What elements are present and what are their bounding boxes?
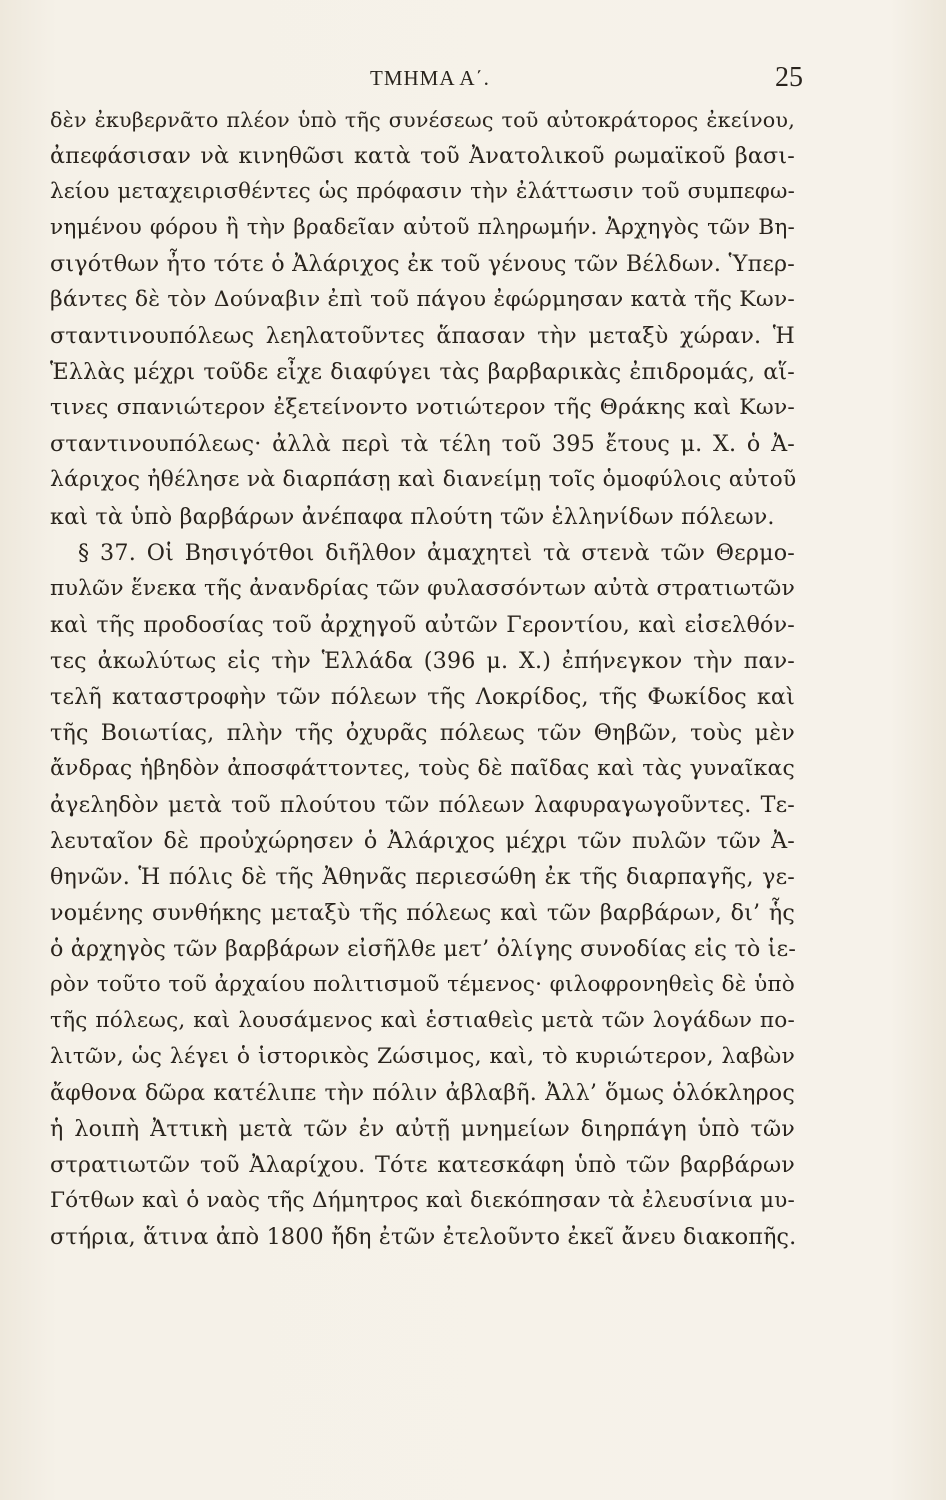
text-line: νομένης συνθήκης μεταξὺ τῆς πόλεως καὶ τῶν βαρβάρων, δι’ ἧς (50, 900, 795, 927)
text-line: σταντινουπόλεως· ἀλλὰ περὶ τὰ τέλη τοῦ 395 ἔτους μ. Χ. ὁ Ἀ- (50, 431, 795, 458)
text-line: ἡ λοιπὴ Ἀττικὴ μετὰ τῶν ἐν αὐτῇ μνημείων διηρπάγη ὑπὸ τῶν (50, 1116, 795, 1143)
text-line: τῆς πόλεως, καὶ λουσάμενος καὶ ἑστιαθεὶς μετὰ τῶν λογάδων πο- (50, 1008, 795, 1034)
text-line: τινες σπανιώτερον ἐξετείνοντο νοτιώτερον τῆς Θράκης καὶ Κων- (50, 395, 795, 421)
text-line: τῆς Βοιωτίας, πλὴν τῆς ὀχυρᾶς πόλεως τῶν Θηβῶν, τοὺς μὲν (50, 719, 795, 746)
body-text (50, 102, 795, 1256)
text-line: στήρια, ἅτινα ἀπὸ 1800 ἤδη ἐτῶν ἐτελοῦντο ἐκεῖ ἄνευ διακοπῆς. (50, 1224, 797, 1251)
text-line: ὁ ἀρχηγὸς τῶν βαρβάρων εἰσῆλθε μετ’ ὀλίγης συνοδίας εἰς τὸ ἱε- (50, 936, 797, 963)
text-line: βάντες δὲ τὸν Δούναβιν ἐπὶ τοῦ πάγου ἐφώρμησαν κατὰ τῆς Κων- (50, 287, 795, 313)
text-line: θηνῶν. Ἡ πόλις δὲ τῆς Ἀθηνᾶς περιεσώθη ἐκ τῆς διαρπαγῆς, γε- (50, 863, 795, 890)
text-line: ἄνδρας ἡβηδὸν ἀποσφάττοντες, τοὺς δὲ παῖδας καὶ τὰς γυναῖκας (50, 755, 795, 781)
text-line: πυλῶν ἕνεκα τῆς ἀνανδρίας τῶν φυλασσόντων αὐτὰ στρατιωτῶν (50, 575, 795, 601)
text-line: τες ἀκωλύτως εἰς τὴν Ἑλλάδα (396 μ. Χ.) ἐπήνεγκον τὴν παν- (50, 647, 795, 674)
text-line: Ἑλλὰς μέχρι τοῦδε εἶχε διαφύγει τὰς βαρβαρικὰς ἐπιδρομάς, αἵ- (50, 359, 795, 386)
text-line: σταντινουπόλεως λεηλατοῦντες ἅπασαν τὴν μεταξὺ χώραν. Ἡ (50, 323, 795, 350)
section-heading-line: § 37. Οἱ Βησιγότθοι διῆλθον ἀμαχητεὶ τὰ στενὰ τῶν Θερμο- (78, 539, 795, 566)
text-line: λιτῶν, ὡς λέγει ὁ ἱστορικὸς Ζώσιμος, καὶ, τὸ κυριώτερον, λαβὼν (50, 1044, 795, 1070)
text-line: στρατιωτῶν τοῦ Ἀλαρίχου. Τότε κατεσκάφη ὑπὸ τῶν βαρβάρων (50, 1152, 795, 1179)
text-line: τελῆ καταστροφὴν τῶν πόλεων τῆς Λοκρίδος, τῆς Φωκίδος καὶ (50, 683, 795, 710)
page-header (0, 62, 946, 102)
text-line: ἀγεληδὸν μετὰ τοῦ πλούτου τῶν πόλεων λαφυραγωγοῦντες. Τε- (50, 791, 795, 818)
text-line: νημένου φόρου ἢ τὴν βραδεῖαν αὐτοῦ πληρωμήν. Ἀρχηγὸς τῶν Βη- (50, 215, 795, 241)
running-head: ΤΜΗΜΑ Α΄. (370, 66, 490, 90)
text-line: δὲν ἐκυβερνᾶτο πλέον ὑπὸ τῆς συνέσεως τοῦ αὐτοκράτορος ἐκείνου, (50, 108, 795, 132)
text-line: ἀπεφάσισαν νὰ κινηθῶσι κατὰ τοῦ Ἀνατολικοῦ ρωμαϊκοῦ βασι- (50, 143, 795, 170)
text-line: ἄφθονα δῶρα κατέλιπε τὴν πόλιν ἀβλαβῆ. Ἀλλ’ ὅμως ὁλόκληρος (50, 1080, 795, 1107)
text-line: ρὸν τοῦτο τοῦ ἀρχαίου πολιτισμοῦ τέμενος· φιλοφρονηθεὶς δὲ ὑπὸ (50, 972, 795, 998)
page-number: 25 (775, 62, 803, 93)
text-line: λάριχος ἠθέλησε νὰ διαρπάσῃ καὶ διανείμῃ τοῖς ὁμοφύλοις αὐτοῦ (50, 467, 797, 493)
text-line: σιγότθων ἦτο τότε ὁ Ἀλάριχος ἐκ τοῦ γένους τῶν Βέλδων. Ὑπερ- (50, 251, 795, 278)
text-line: λευταῖον δὲ προὐχώρησεν ὁ Ἀλάριχος μέχρι τῶν πυλῶν τῶν Ἀ- (50, 827, 795, 854)
text-line: καὶ τῆς προδοσίας τοῦ ἀρχηγοῦ αὐτῶν Γεροντίου, καὶ εἰσελθόν- (50, 611, 795, 638)
text-line: λείου μεταχειρισθέντες ὡς πρόφασιν τὴν ἐλάττωσιν τοῦ συμπεφω- (50, 179, 795, 205)
text-line: καὶ τὰ ὑπὸ βαρβάρων ἀνέπαφα πλούτη τῶν ἑλληνίδων πόλεων. (50, 503, 775, 530)
text-line: Γότθων καὶ ὁ ναὸς τῆς Δήμητρος καὶ διεκόπησαν τὰ ἐλευσίνια μυ- (50, 1188, 795, 1214)
